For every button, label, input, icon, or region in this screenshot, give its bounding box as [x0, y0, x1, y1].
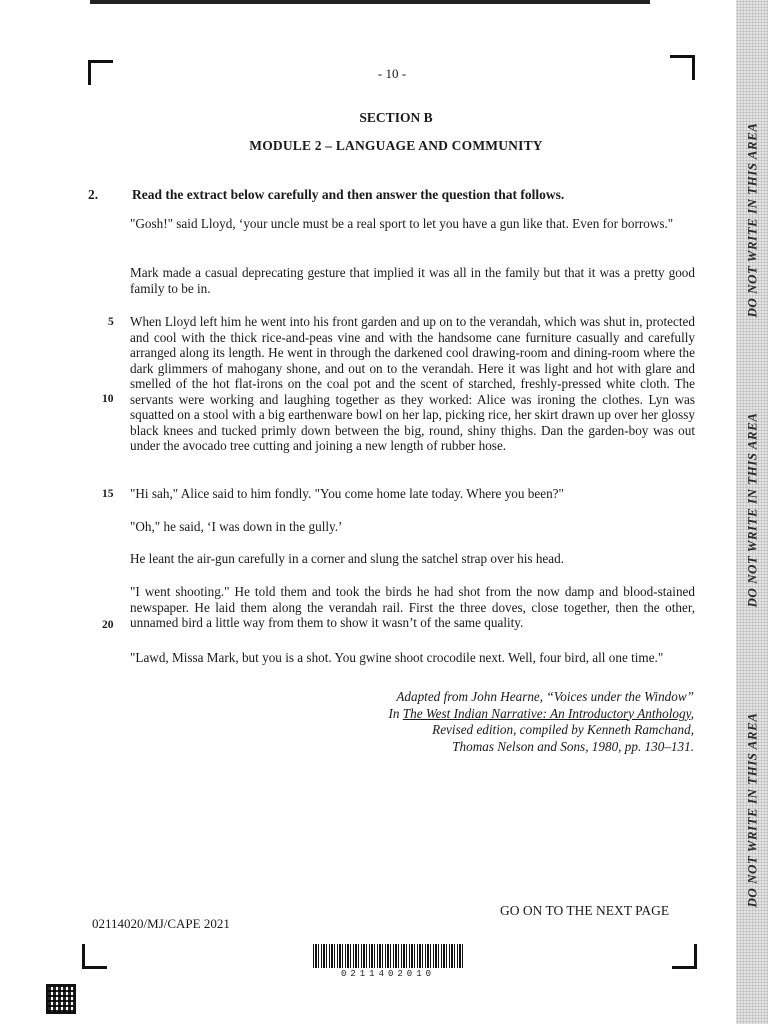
- line-number: 10: [102, 393, 114, 405]
- question-number: 2.: [88, 187, 99, 202]
- citation-line: Adapted from John Hearne, “Voices under the Window”: [396, 689, 694, 704]
- page-number: - 10 -: [377, 66, 407, 81]
- extract-paragraph: Mark made a casual deprecating gesture that implied it was all in the family but that it was a pretty good family to be in.: [130, 265, 695, 296]
- registration-mark-bottom-right: [672, 944, 697, 969]
- extract-paragraph: When Lloyd left him he went into his front garden and up on to the verandah, which was shut in, protected and cool with the thick rice-and-peas vine and with the handsome cane furniture casually and carefully arranged along its length. He went in through the darkened cool drawing-room and dining-room where the dark glimmers of mahogany shone, and out on to the verandah. Here it was light and hot with glare and smelled of the hot flat-irons on the coal pot and the scent of starched, freshly-pressed white cloth. The servants were working and laughing together as they worked: Alice was ironing the clothes. Lyn was squatted on a stool with a big earthenware bowl on her lap, picking rice, her skirt drawn up over her glossy black knees and tucked primly down between the big, round, shiny thighs. Dan the garden-boy was out under the avocado tree cutting and joining a new length of rubber hose.: [130, 314, 695, 453]
- extract-paragraph: "Gosh!" said Lloyd, ‘your uncle must be a real sport to let you have a gun like that. Even for borrows.": [130, 216, 674, 231]
- line-number: 20: [102, 619, 114, 631]
- do-not-write-label: DO NOT WRITE IN THIS AREA: [744, 712, 759, 908]
- do-not-write-label: DO NOT WRITE IN THIS AREA: [744, 412, 759, 608]
- extract-paragraph: He leant the air-gun carefully in a corner and slung the satchel strap over his head.: [130, 551, 565, 566]
- extract-paragraph: "I went shooting." He told them and took the birds he had shot from the now damp and blood-stained newspaper. He laid them along the verandah rail. First the three doves, close together, then the other, unnamed bird a little way from them to show it wasn’t of the same quality.: [130, 584, 695, 630]
- qr-code-icon: [46, 984, 76, 1014]
- paper-code: 02114020/MJ/CAPE 2021: [92, 916, 230, 931]
- extract-paragraph: "Lawd, Missa Mark, but you is a shot. You gwine shoot crocodile next. Well, four bird, all one time.": [130, 650, 664, 665]
- go-on-notice: GO ON TO THE NEXT PAGE: [500, 903, 670, 918]
- citation-line: Revised edition, compiled by Kenneth Ramchand,: [432, 722, 694, 737]
- extract-paragraph: "Hi sah," Alice said to him fondly. "You come home late today. Where you been?": [130, 486, 564, 501]
- barcode: [313, 944, 463, 968]
- top-rule: [90, 0, 650, 4]
- line-number: 5: [108, 316, 114, 328]
- extract-paragraph: "Oh," he said, ‘I was down in the gully.’: [130, 519, 343, 534]
- registration-mark-bottom-left: [82, 944, 107, 969]
- barcode-number: 0211402010: [340, 969, 435, 979]
- do-not-write-label: DO NOT WRITE IN THIS AREA: [744, 122, 759, 318]
- citation-line: Thomas Nelson and Sons, 1980, pp. 130–131.: [452, 738, 694, 754]
- question-instruction: Read the extract below carefully and then answer the question that follows.: [132, 187, 565, 202]
- section-title: SECTION B: [359, 110, 433, 125]
- source-citation: [300, 689, 694, 755]
- citation-line: In The West Indian Narrative: An Introductory Anthology,: [388, 705, 694, 721]
- module-title: MODULE 2 – LANGUAGE AND COMMUNITY: [249, 138, 543, 153]
- line-number: 15: [102, 488, 114, 500]
- anthology-title: The West Indian Narrative: An Introductory Anthology,: [402, 705, 694, 721]
